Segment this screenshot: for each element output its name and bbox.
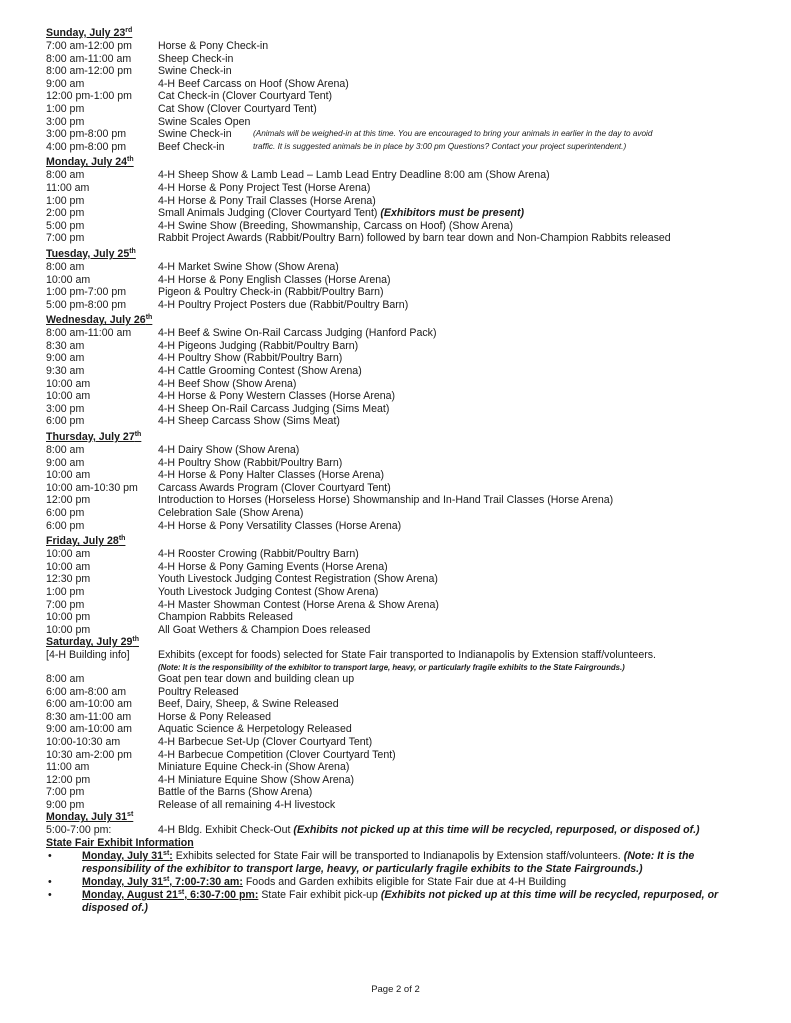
state-fair-item bbox=[46, 850, 756, 876]
event-time: 10:00 am bbox=[46, 377, 91, 390]
event-time: 8:00 am-11:00 am bbox=[46, 327, 132, 340]
event-description: 4-H Horse & Pony Versatility Classes (Horse Arena) bbox=[158, 519, 402, 532]
event-description: Youth Livestock Judging Contest (Show Arena) bbox=[158, 585, 379, 598]
schedule-row bbox=[46, 736, 756, 749]
day-heading-text: Thursday, July 27 bbox=[46, 431, 135, 444]
event-time: 8:00 am bbox=[46, 672, 85, 685]
day-heading-suffix: th bbox=[132, 636, 139, 644]
day-heading-suffix: th bbox=[127, 156, 134, 164]
schedule-row bbox=[46, 299, 756, 312]
event-description: Miniature Equine Check-in (Show Arena) bbox=[158, 761, 350, 774]
schedule-row bbox=[46, 274, 756, 287]
event-description: 4-H Horse & Pony English Classes (Horse Arena) bbox=[158, 273, 391, 286]
item-emphasis: (Exhibits not picked up at this time will be recycled, repurposed, or disposed of.) bbox=[82, 889, 719, 915]
day-heading-text: Wednesday, July 26 bbox=[46, 314, 146, 327]
event-time: 9:00 am bbox=[46, 352, 85, 365]
event-time: 10:00 am-10:30 pm bbox=[46, 481, 138, 494]
event-description: Celebration Sale (Show Arena) bbox=[158, 507, 304, 519]
event-time: 3:00 pm-8:00 pm bbox=[46, 128, 127, 141]
state-fair-heading: State Fair Exhibit Information bbox=[46, 837, 194, 850]
event-description: Beef, Dairy, Sheep, & Swine Released bbox=[158, 698, 339, 711]
schedule-row bbox=[46, 65, 756, 78]
schedule-note-row bbox=[46, 662, 756, 673]
event-description: 4-H Miniature Equine Show (Show Arena) bbox=[158, 773, 355, 786]
day-heading-suffix: th bbox=[134, 431, 142, 439]
event-time: 5:00 pm bbox=[46, 219, 85, 232]
event-time: 12:00 pm bbox=[46, 494, 91, 507]
item-text: Foods and Garden exhibits eligible for State Fair due at 4-H Building bbox=[242, 876, 567, 889]
event-description: 4-H Sheep Show & Lamb Lead – Lamb Lead Entry Deadline 8:00 am (Show Arena) bbox=[158, 169, 550, 182]
schedule-row bbox=[46, 365, 756, 378]
event-description: Cat Check-in (Clover Courtyard Tent) bbox=[158, 90, 333, 103]
day-heading-suffix: rd bbox=[125, 27, 133, 34]
schedule-row bbox=[46, 548, 756, 561]
event-description: 4-H Cattle Grooming Contest (Show Arena) bbox=[158, 365, 362, 378]
event-time: 8:00 am bbox=[46, 444, 85, 457]
day-heading bbox=[46, 636, 756, 649]
day-monday-july-31 bbox=[46, 811, 756, 837]
day-heading bbox=[46, 314, 756, 327]
item-date: Monday, July 31st, 7:00-7:30 am: bbox=[82, 876, 243, 889]
event-description: Introduction to Horses (Horseless Horse) Showmanship and In-Hand Trail Classes (Horse Arena) bbox=[158, 494, 614, 507]
event-description: Swine Check-in bbox=[158, 128, 232, 141]
schedule-row bbox=[46, 415, 756, 428]
event-time: 10:00 am bbox=[46, 548, 91, 561]
schedule-row bbox=[46, 561, 756, 574]
schedule-row bbox=[46, 116, 756, 129]
schedule-row bbox=[46, 182, 756, 195]
event-description: Beef Check-in bbox=[158, 140, 225, 153]
event-time: 5:00-7:00 pm: bbox=[46, 824, 112, 837]
schedule-row bbox=[46, 586, 756, 599]
event-time: 6:00 pm bbox=[46, 519, 85, 532]
bullet-icon: • bbox=[48, 850, 52, 863]
event-description: Carcass Awards Program (Clover Courtyard Tent) bbox=[158, 481, 391, 494]
state-fair-list bbox=[46, 850, 756, 915]
schedule-row bbox=[46, 169, 756, 182]
event-time: 6:00 pm bbox=[46, 507, 85, 519]
event-time: 8:30 am-11:00 am bbox=[46, 710, 132, 723]
schedule-row bbox=[46, 520, 756, 533]
day-heading bbox=[46, 535, 756, 548]
event-time: 1:00 pm bbox=[46, 194, 85, 207]
transport-note: (Note: It is the responsibility of the exhibitor to transport large, heavy, or particularly fragile exhibits to the State Fairgrounds.) bbox=[158, 662, 625, 672]
event-description: Cat Show (Clover Courtyard Tent) bbox=[158, 102, 317, 115]
event-time: 1:00 pm bbox=[46, 585, 85, 598]
day-heading-suffix: th bbox=[129, 247, 136, 255]
item-date: Monday, August 21st, 6:30-7:00 pm: bbox=[82, 889, 259, 902]
checkin-note: traffic. It is suggested animals be in place by 3:00 pm Questions? Contact your project superintendent.) bbox=[253, 141, 627, 151]
event-description: Champion Rabbits Released bbox=[158, 611, 293, 624]
event-time: 10:00 am bbox=[46, 273, 91, 286]
day-heading-text: Monday, July 24 bbox=[46, 156, 128, 169]
day-friday bbox=[46, 535, 756, 636]
day-heading bbox=[46, 248, 756, 261]
schedule-row bbox=[46, 220, 756, 233]
event-description: 4-H Dairy Show (Show Arena) bbox=[158, 444, 300, 457]
day-heading bbox=[46, 156, 756, 169]
schedule-row bbox=[46, 53, 756, 66]
event-time: 8:00 am-11:00 am bbox=[46, 52, 132, 65]
schedule-row bbox=[46, 40, 756, 53]
schedule-row bbox=[46, 78, 756, 91]
schedule-row bbox=[46, 195, 756, 208]
schedule-row bbox=[46, 261, 756, 274]
event-description: Aquatic Science & Herpetology Released bbox=[158, 723, 352, 736]
state-fair-item bbox=[46, 889, 756, 915]
event-description: Battle of the Barns (Show Arena) bbox=[158, 786, 313, 799]
page-number: Page 2 of 2 bbox=[371, 984, 420, 995]
event-description: 4-H Bldg. Exhibit Check-Out bbox=[158, 824, 294, 837]
schedule-row bbox=[46, 352, 756, 365]
schedule-row bbox=[46, 673, 756, 686]
event-time: 7:00 am-12:00 pm bbox=[46, 40, 132, 52]
day-wednesday bbox=[46, 314, 756, 428]
event-time: 6:00 pm bbox=[46, 415, 85, 428]
event-description: Swine Scales Open bbox=[158, 115, 251, 128]
item-text: Exhibits selected for State Fair will be transported to Indianapolis by Extension staff/volunteers. bbox=[172, 850, 624, 863]
event-time: 1:00 pm bbox=[46, 102, 85, 115]
event-description: Pigeon & Poultry Check-in (Rabbit/Poultry Barn) bbox=[158, 286, 384, 299]
event-time: 12:00 pm bbox=[46, 773, 91, 786]
schedule-row bbox=[46, 128, 756, 141]
schedule-row bbox=[46, 444, 756, 457]
event-time: 8:30 am bbox=[46, 339, 85, 352]
event-time: 8:00 am bbox=[46, 169, 85, 182]
event-time: 4:00 pm-8:00 pm bbox=[46, 140, 127, 153]
state-fair-item bbox=[46, 876, 756, 889]
event-time: 10:00 am bbox=[46, 560, 91, 573]
event-description: Small Animals Judging (Clover Courtyard Tent) bbox=[158, 207, 381, 220]
event-time: 10:30 am-2:00 pm bbox=[46, 748, 132, 761]
event-description: Horse & Pony Check-in bbox=[158, 40, 269, 52]
event-time: 9:00 am bbox=[46, 77, 85, 90]
schedule-row bbox=[46, 286, 756, 299]
day-tuesday bbox=[46, 248, 756, 311]
event-time: 10:00 am bbox=[46, 390, 91, 403]
bullet-icon: • bbox=[48, 889, 52, 902]
schedule-row bbox=[46, 711, 756, 724]
schedule-row bbox=[46, 482, 756, 495]
schedule-row bbox=[46, 686, 756, 699]
schedule-row bbox=[46, 599, 756, 612]
event-time: 9:00 am bbox=[46, 456, 85, 469]
event-description: Youth Livestock Judging Contest Registration (Show Arena) bbox=[158, 573, 438, 586]
event-time: 10:00 pm bbox=[46, 623, 91, 636]
schedule-row bbox=[46, 573, 756, 586]
checkin-note: (Animals will be weighed-in at this time. You are encouraged to bring your animals in earlier in the day to avoid bbox=[253, 129, 653, 139]
day-heading bbox=[46, 431, 756, 444]
schedule-row bbox=[46, 786, 756, 799]
event-description: 4-H Beef Carcass on Hoof (Show Arena) bbox=[158, 77, 349, 90]
state-fair-info bbox=[46, 837, 756, 915]
item-date: Monday, July 31st: bbox=[82, 850, 173, 863]
schedule-row bbox=[46, 761, 756, 774]
day-heading-text: Tuesday, July 25 bbox=[46, 247, 130, 260]
day-heading-text: Saturday, July 29 bbox=[46, 636, 133, 649]
event-time: 12:00 pm-1:00 pm bbox=[46, 90, 132, 103]
schedule-row bbox=[46, 340, 756, 353]
event-description: 4-H Poultry Project Posters due (Rabbit/Poultry Barn) bbox=[158, 298, 409, 311]
event-description: Exhibits (except for foods) selected for State Fair transported to Indianapolis by Extension staff/volunteers. bbox=[158, 649, 656, 662]
schedule-row bbox=[46, 799, 756, 812]
schedule-row bbox=[46, 749, 756, 762]
day-heading-suffix: th bbox=[145, 314, 153, 322]
event-time: 5:00 pm-8:00 pm bbox=[46, 298, 127, 311]
schedule-row bbox=[46, 390, 756, 403]
event-time: 10:00 pm bbox=[46, 611, 91, 624]
day-heading-text: Sunday, July 23 bbox=[46, 27, 126, 39]
event-description: 4-H Master Showman Contest (Horse Arena & Show Arena) bbox=[158, 598, 439, 611]
day-heading-text: Monday, July 31 bbox=[46, 811, 128, 824]
event-time: [4-H Building info] bbox=[46, 649, 130, 662]
day-heading-text: Friday, July 28 bbox=[46, 535, 119, 548]
event-description: Rabbit Project Awards (Rabbit/Poultry Barn) followed by barn tear down and Non-Champion Rabbits released bbox=[158, 232, 671, 245]
event-time: 3:00 pm bbox=[46, 402, 85, 415]
event-description: 4-H Market Swine Show (Show Arena) bbox=[158, 260, 339, 273]
event-time: 6:00 am-8:00 am bbox=[46, 685, 127, 698]
event-time: 2:00 pm bbox=[46, 207, 85, 220]
schedule-row bbox=[46, 207, 756, 220]
schedule-row bbox=[46, 90, 756, 103]
event-emphasis: (Exhibits not picked up at this time will be recycled, repurposed, or disposed of.) bbox=[293, 824, 700, 837]
event-time: 9:00 pm bbox=[46, 798, 85, 811]
event-description: 4-H Barbecue Competition (Clover Courtyard Tent) bbox=[158, 748, 396, 761]
schedule-row bbox=[46, 141, 756, 154]
event-description: 4-H Poultry Show (Rabbit/Poultry Barn) bbox=[158, 456, 343, 469]
schedule-row bbox=[46, 649, 756, 662]
schedule-page bbox=[46, 27, 756, 915]
event-description: 4-H Pigeons Judging (Rabbit/Poultry Barn) bbox=[158, 339, 359, 352]
event-time: 9:30 am bbox=[46, 365, 85, 378]
event-time: 11:00 am bbox=[46, 181, 90, 194]
day-thursday bbox=[46, 431, 756, 532]
schedule-row bbox=[46, 494, 756, 507]
item-text: State Fair exhibit pick-up bbox=[258, 889, 381, 902]
event-time: 7:00 pm bbox=[46, 232, 85, 245]
event-time: 8:00 am bbox=[46, 260, 85, 273]
event-time: 10:00-10:30 am bbox=[46, 735, 121, 748]
schedule-row bbox=[46, 698, 756, 711]
schedule-row bbox=[46, 611, 756, 624]
event-description: 4-H Barbecue Set-Up (Clover Courtyard Tent) bbox=[158, 735, 373, 748]
event-description: All Goat Wethers & Champion Does released bbox=[158, 623, 371, 636]
event-time: 1:00 pm-7:00 pm bbox=[46, 286, 127, 299]
day-sunday bbox=[46, 27, 756, 153]
event-time: 10:00 am bbox=[46, 469, 91, 482]
day-heading-suffix: th bbox=[118, 535, 126, 543]
event-description: 4-H Horse & Pony Halter Classes (Horse Arena) bbox=[158, 469, 385, 482]
schedule-row bbox=[46, 403, 756, 416]
event-description: 4-H Sheep Carcass Show (Sims Meat) bbox=[158, 415, 340, 428]
schedule-row bbox=[46, 232, 756, 245]
event-description: 4-H Sheep On-Rail Carcass Judging (Sims Meat) bbox=[158, 402, 390, 415]
event-description: 4-H Horse & Pony Project Test (Horse Arena) bbox=[158, 181, 371, 194]
schedule-row bbox=[46, 327, 756, 340]
schedule-row bbox=[46, 624, 756, 637]
event-time: 3:00 pm bbox=[46, 115, 85, 128]
event-time: 9:00 am-10:00 am bbox=[46, 723, 132, 736]
event-description: 4-H Rooster Crowing (Rabbit/Poultry Barn) bbox=[158, 548, 359, 561]
schedule-row bbox=[46, 103, 756, 116]
event-description: 4-H Horse & Pony Gaming Events (Horse Arena) bbox=[158, 560, 388, 573]
bullet-icon: • bbox=[48, 876, 52, 889]
event-time: 11:00 am bbox=[46, 761, 90, 774]
event-time: 6:00 am-10:00 am bbox=[46, 698, 132, 711]
event-time: 12:30 pm bbox=[46, 573, 91, 586]
day-monday bbox=[46, 156, 756, 245]
event-description: Release of all remaining 4-H livestock bbox=[158, 798, 336, 811]
event-description: 4-H Horse & Pony Trail Classes (Horse Arena) bbox=[158, 194, 376, 207]
event-time: 8:00 am-12:00 pm bbox=[46, 65, 132, 78]
event-description: 4-H Poultry Show (Rabbit/Poultry Barn) bbox=[158, 352, 343, 365]
event-description: 4-H Beef & Swine On-Rail Carcass Judging (Hanford Pack) bbox=[158, 327, 437, 340]
schedule-row bbox=[46, 457, 756, 470]
day-heading-suffix: st bbox=[127, 811, 134, 819]
event-emphasis: (Exhibitors must be present) bbox=[380, 207, 525, 220]
schedule-row bbox=[46, 824, 756, 837]
event-description: 4-H Horse & Pony Western Classes (Horse Arena) bbox=[158, 390, 396, 403]
event-description: 4-H Beef Show (Show Arena) bbox=[158, 377, 297, 390]
event-description: Sheep Check-in bbox=[158, 52, 234, 65]
event-description: 4-H Swine Show (Breeding, Showmanship, Carcass on Hoof) (Show Arena) bbox=[158, 219, 514, 232]
schedule-row bbox=[46, 507, 756, 520]
schedule-row bbox=[46, 723, 756, 736]
item-emphasis: (Note: It is the responsibility of the exhibitor to transport large, heavy, or particularly fragile exhibits to the State Fairgrounds.) bbox=[82, 850, 695, 876]
day-heading bbox=[46, 27, 756, 40]
schedule-row bbox=[46, 469, 756, 482]
schedule-row bbox=[46, 774, 756, 787]
event-time: 7:00 pm bbox=[46, 786, 85, 799]
event-time: 7:00 pm bbox=[46, 598, 85, 611]
event-description: Horse & Pony Released bbox=[158, 710, 272, 723]
schedule-row bbox=[46, 378, 756, 391]
event-description: Goat pen tear down and building clean up bbox=[158, 672, 355, 685]
event-description: Swine Check-in bbox=[158, 65, 232, 78]
day-heading bbox=[46, 811, 756, 824]
event-description: Poultry Released bbox=[158, 685, 239, 698]
day-saturday bbox=[46, 636, 756, 811]
